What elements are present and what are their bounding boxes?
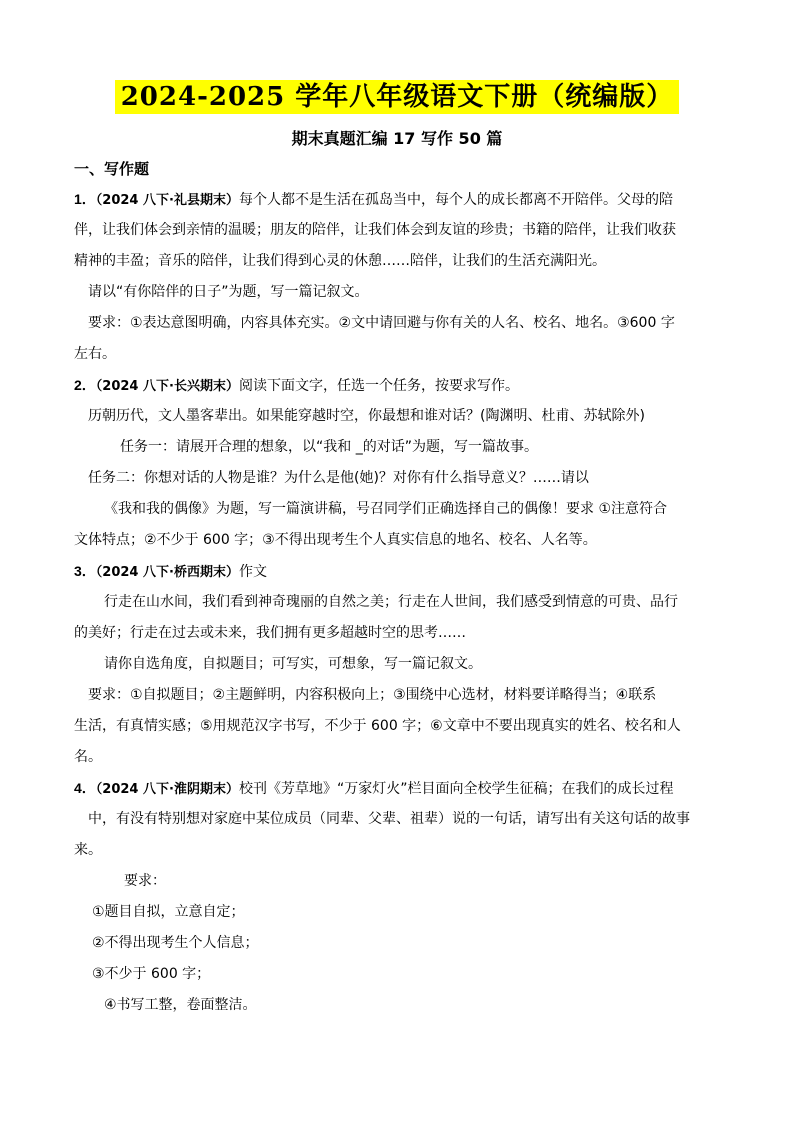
question-number: 2． — [74, 377, 96, 393]
task-two: 任务二：你想对话的人物是谁？为什么是他(她)？对你有什么指导意义？……请以 — [88, 470, 589, 486]
question-source: （2024 八下·桥西期末） — [95, 565, 239, 580]
question-text: 每个人都不是生活在孤岛当中，每个人的成长都离不开陪伴。父母的陪 — [238, 192, 673, 208]
requirement-item: ①题目自拟，立意自定； — [92, 904, 245, 920]
question-source: （2024 八下·淮阴期末） — [95, 782, 239, 797]
question-2-line-1 — [74, 370, 724, 401]
question-text: 作文 — [238, 564, 267, 580]
question-1-line-1 — [74, 184, 724, 215]
requirement-item: ④书写工整，卷面整洁。 — [104, 997, 257, 1013]
requirement-item: ②不得出现考生个人信息； — [92, 935, 259, 951]
question-text: 生活，有真情实感；⑤用规范汉字书写，不少于 600 字；⑥文章中不要出现真实的姓名、校名和人 — [74, 718, 681, 734]
question-number: 4． — [74, 780, 96, 796]
question-text: 左右。 — [74, 346, 116, 362]
question-source: （2024 八下·礼县期末） — [95, 193, 239, 208]
question-3-line-1 — [74, 556, 724, 587]
question-number: 1． — [74, 191, 96, 207]
document-subtitle: 期末真题汇编 17 写作 50 篇 — [291, 129, 503, 148]
question-4-line-1 — [74, 773, 724, 804]
question-text: 请以“有你陪伴的日子”为题，写一篇记叙文。 — [88, 284, 369, 300]
task-one: 任务一：请展开合理的想象，以“我和 _的对话”为题，写一篇故事。 — [120, 439, 538, 455]
question-text: 名。 — [74, 749, 102, 765]
question-text: 中，有没有特别想对家庭中某位成员（同辈、父辈、祖辈）说的一句话，请写出有关这句话的故事 — [88, 811, 690, 827]
question-text: 历朝历代，文人墨客辈出。如果能穿越时空，你最想和谁对话？(陶渊明、杜甫、苏轼除外) — [88, 408, 645, 424]
question-text: 请你自选角度，自拟题目；可写实，可想象，写一篇记叙文。 — [104, 656, 482, 672]
question-text: 来。 — [74, 842, 102, 858]
title-container — [0, 80, 794, 114]
question-text: 阅读下面文字，任选一个任务，按要求写作。 — [238, 378, 519, 394]
requirements-label: 要求： — [124, 873, 166, 889]
question-number: 3． — [74, 563, 96, 579]
requirement-item: ③不少于 600 字； — [92, 966, 211, 982]
question-requirements: 要求：①表达意图明确，内容具体充实。②文中请回避与你有关的人名、校名、地名。③600 字 — [88, 315, 675, 331]
question-text: 精神的丰盈；音乐的陪伴，让我们得到心灵的休憩……陪伴，让我们的生活充满阳光。 — [74, 253, 606, 269]
document-title: 2024-2025 学年八年级语文下册（统编版） — [115, 80, 680, 114]
questions-body — [74, 184, 724, 1021]
question-text: 行走在山水间，我们看到神奇瑰丽的自然之美；行走在人世间，我们感受到情意的可贵、品行 — [104, 594, 678, 610]
question-text: 伴，让我们体会到亲情的温暖；朋友的陪伴，让我们体会到友谊的珍贵；书籍的陪伴，让我们收获 — [74, 222, 676, 238]
question-text: 的美好；行走在过去或未来，我们拥有更多超越时空的思考…… — [74, 625, 466, 641]
section-heading: 一、写作题 — [74, 160, 150, 178]
question-requirements: 要求：①自拟题目；②主题鲜明，内容积极向上；③围绕中心选材，材料要详略得当；④联系 — [88, 687, 657, 703]
question-text: 文体特点；②不少于 600 字；③不得出现考生个人真实信息的地名、校名、人名等。 — [74, 532, 597, 548]
question-text: 校刊《芳草地》“万家灯火”栏目面向全校学生征稿；在我们的成长过程 — [238, 781, 674, 797]
question-source: （2024 八下·长兴期末） — [95, 379, 239, 394]
question-text: 《我和我的偶像》为题，写一篇演讲稿，号召同学们正确选择自己的偶像！要求 ①注意符合 — [104, 501, 667, 517]
